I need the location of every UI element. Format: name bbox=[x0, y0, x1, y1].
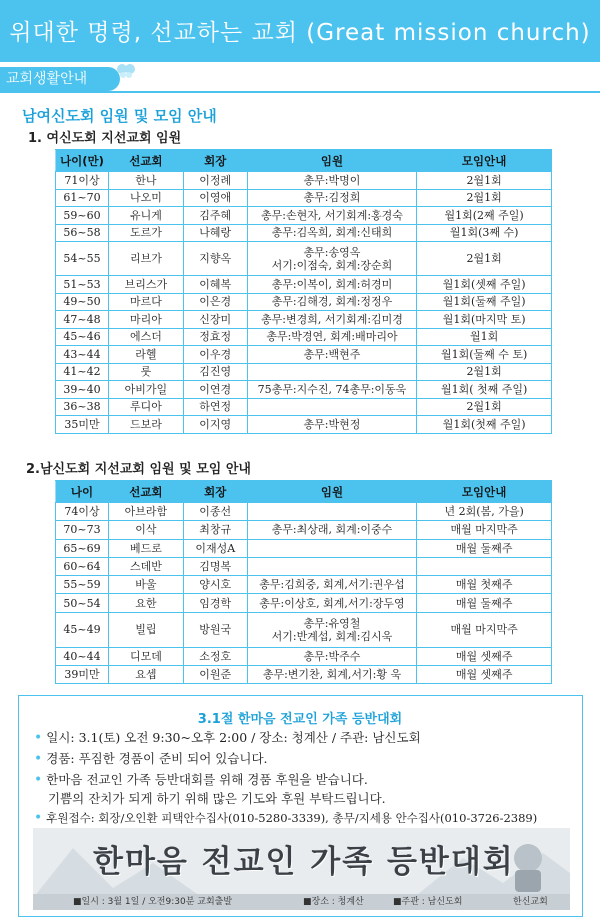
cell-officers: 총무:박주수 bbox=[247, 647, 417, 665]
female-committee-table bbox=[55, 149, 552, 434]
cell-mission: 스데반 bbox=[108, 557, 183, 575]
col-meeting: 모임안내 bbox=[417, 150, 552, 172]
table-row bbox=[56, 293, 552, 311]
cell-president: 이혜복 bbox=[183, 276, 247, 294]
cell-officers: 총무:박명이 bbox=[247, 172, 417, 190]
cell-meeting: 월1회(둘째 주일) bbox=[417, 293, 552, 311]
cell-officers: 총무:이상호, 회계,서기:장두영 bbox=[247, 594, 417, 612]
cell-officers: 총무:백현주 bbox=[247, 346, 417, 364]
table-row bbox=[56, 521, 552, 539]
cell-president: 이우경 bbox=[183, 346, 247, 364]
cell-mission: 요한 bbox=[108, 594, 183, 612]
cell-mission: 룻 bbox=[108, 363, 183, 381]
cell-mission: 베드로 bbox=[108, 539, 183, 557]
event-title: 3.1절 한마음 전교인 가족 등반대회 bbox=[197, 712, 403, 727]
table-row bbox=[56, 398, 552, 416]
cell-meeting: 매월 둘째주 bbox=[417, 539, 552, 557]
cell-officers: 총무:변경희, 서기회계:김미경 bbox=[247, 311, 417, 329]
table-row bbox=[56, 539, 552, 557]
table-row bbox=[56, 172, 552, 190]
poster-place: ■장소 : 청계산 bbox=[303, 897, 364, 907]
cell-president: 김명복 bbox=[183, 557, 247, 575]
male-table-title: 2.남신도회 지선교회 임원 및 모임 안내 bbox=[26, 462, 251, 477]
table-row bbox=[56, 276, 552, 294]
cell-officers bbox=[247, 503, 417, 521]
table-row bbox=[56, 328, 552, 346]
cell-officers bbox=[247, 557, 417, 575]
cell-age: 54~55 bbox=[56, 242, 109, 276]
cell-meeting: 매월 셋째주 bbox=[417, 647, 552, 665]
cell-mission: 마르다 bbox=[108, 293, 183, 311]
cell-president: 양시호 bbox=[183, 576, 247, 594]
cell-mission: 아브라함 bbox=[108, 503, 183, 521]
cell-age: 65~69 bbox=[56, 539, 109, 557]
cell-age: 45~46 bbox=[56, 328, 109, 346]
cell-mission: 바울 bbox=[108, 576, 183, 594]
table-row bbox=[56, 381, 552, 399]
cell-officers: 총무:김해경, 회계:정정우 bbox=[247, 293, 417, 311]
cell-president: 김진영 bbox=[183, 363, 247, 381]
table-row bbox=[56, 242, 552, 276]
poster-info-bar bbox=[33, 894, 570, 910]
cell-meeting: 월1회(마지막 토) bbox=[417, 311, 552, 329]
cell-meeting: 월1회(둘째 수 토) bbox=[417, 346, 552, 364]
cell-president: 임경학 bbox=[183, 594, 247, 612]
cell-age: 71이상 bbox=[56, 172, 109, 190]
table-row bbox=[56, 612, 552, 647]
table-row bbox=[56, 311, 552, 329]
col-age: 나이(만) bbox=[56, 150, 109, 172]
poster-church: 한신교회 bbox=[513, 897, 548, 907]
cell-mission: 나오미 bbox=[108, 189, 183, 207]
event-poster bbox=[33, 828, 570, 910]
cell-age: 47~48 bbox=[56, 311, 109, 329]
cell-mission: 루디아 bbox=[108, 398, 183, 416]
cell-officers bbox=[247, 398, 417, 416]
cell-age: 39미만 bbox=[56, 666, 109, 684]
cell-officers: 75총무:지수진, 74총무:이동욱 bbox=[247, 381, 417, 399]
cell-mission: 유니게 bbox=[108, 207, 183, 225]
cell-president: 신장미 bbox=[183, 311, 247, 329]
cell-meeting: 월1회(첫째 주일) bbox=[417, 416, 552, 434]
cell-president: 하연정 bbox=[183, 398, 247, 416]
col-officers: 임원 bbox=[247, 150, 417, 172]
cell-age: 41~42 bbox=[56, 363, 109, 381]
cell-meeting: 월1회(셋째 주일) bbox=[417, 276, 552, 294]
col-mission: 선교회 bbox=[108, 150, 183, 172]
col-meeting: 모임안내 bbox=[417, 481, 552, 503]
cell-officers bbox=[247, 363, 417, 381]
cell-mission: 아비가일 bbox=[108, 381, 183, 399]
cell-age: 50~54 bbox=[56, 594, 109, 612]
cell-president: 소정호 bbox=[183, 647, 247, 665]
col-age: 나이 bbox=[56, 481, 109, 503]
col-president: 회장 bbox=[183, 150, 247, 172]
event-line: • 후원접수: 회장/오인환 피택안수집사(010-5280-3339), 총무/지세용 안수집사(010-3726-2389) bbox=[34, 810, 538, 826]
table-row bbox=[56, 557, 552, 575]
cell-age: 36~38 bbox=[56, 398, 109, 416]
cell-mission: 리브가 bbox=[108, 242, 183, 276]
cell-president: 지향옥 bbox=[183, 242, 247, 276]
section-label: 교회생활안내 bbox=[0, 67, 120, 91]
cell-president: 이원준 bbox=[183, 666, 247, 684]
cell-age: 49~50 bbox=[56, 293, 109, 311]
cell-mission: 브리스가 bbox=[108, 276, 183, 294]
table-row bbox=[56, 207, 552, 225]
cell-meeting: 월1회(2째 주일) bbox=[417, 207, 552, 225]
cell-mission: 도르가 bbox=[108, 224, 183, 242]
cell-president: 이연경 bbox=[183, 381, 247, 399]
cell-president: 이재성A bbox=[183, 539, 247, 557]
cell-meeting: 2월1회 bbox=[417, 189, 552, 207]
cell-officers: 총무:박현정 bbox=[247, 416, 417, 434]
event-line: • 한마음 전교인 가족 등반대회를 위해 경품 후원을 받습니다. bbox=[34, 772, 368, 788]
event-line: • 경품: 푸짐한 경품이 준비 되어 있습니다. bbox=[34, 751, 268, 767]
cell-officers: 총무:최상래, 회계:이중수 bbox=[247, 521, 417, 539]
cell-officers: 총무:송영옥 서기:이점숙, 회계:장순희 bbox=[247, 242, 417, 276]
cell-age: 56~58 bbox=[56, 224, 109, 242]
cell-age: 61~70 bbox=[56, 189, 109, 207]
table-row bbox=[56, 363, 552, 381]
poster-title: 한마음 전교인 가족 등반대회 bbox=[93, 844, 515, 880]
col-mission: 선교회 bbox=[108, 481, 183, 503]
col-officers: 임원 bbox=[247, 481, 417, 503]
cell-president: 이은경 bbox=[183, 293, 247, 311]
col-president: 회장 bbox=[183, 481, 247, 503]
cell-meeting: 2월1회 bbox=[417, 242, 552, 276]
cell-meeting: 매월 첫째주 bbox=[417, 576, 552, 594]
male-committee-table bbox=[55, 480, 552, 684]
cell-meeting: 2월1회 bbox=[417, 398, 552, 416]
cell-officers: 총무:박경연, 회계:배마리아 bbox=[247, 328, 417, 346]
cell-mission: 이삭 bbox=[108, 521, 183, 539]
cell-mission: 한나 bbox=[108, 172, 183, 190]
table-row bbox=[56, 416, 552, 434]
cell-age: 51~53 bbox=[56, 276, 109, 294]
table-row bbox=[56, 647, 552, 665]
cell-meeting: 매월 둘째주 bbox=[417, 594, 552, 612]
page-heading: 남여신도회 임원 및 모임 안내 bbox=[22, 107, 217, 125]
cell-meeting: 2월1회 bbox=[417, 363, 552, 381]
cell-president: 이정례 bbox=[183, 172, 247, 190]
table-row bbox=[56, 224, 552, 242]
cell-officers: 총무:김정희 bbox=[247, 189, 417, 207]
cell-officers: 총무:유영철 서기:반계섭, 회계:김시욱 bbox=[247, 612, 417, 647]
table-row bbox=[56, 594, 552, 612]
cell-meeting: 매월 마지막주 bbox=[417, 612, 552, 647]
cell-age: 74이상 bbox=[56, 503, 109, 521]
poster-date: ■일시 : 3월 1일 / 오전9:30분 교회출발 bbox=[73, 897, 233, 907]
event-line: 기쁨의 잔치가 되게 하기 위해 많은 기도와 후원 부탁드립니다. bbox=[48, 791, 386, 806]
female-table-title: 1. 여신도회 지선교회 임원 bbox=[28, 131, 182, 146]
cell-president: 이영애 bbox=[183, 189, 247, 207]
table-row bbox=[56, 346, 552, 364]
cell-mission: 요셉 bbox=[108, 666, 183, 684]
section-divider bbox=[0, 91, 600, 93]
cell-mission: 디모데 bbox=[108, 647, 183, 665]
table-row bbox=[56, 503, 552, 521]
cell-meeting: 매월 셋째주 bbox=[417, 666, 552, 684]
cell-age: 45~49 bbox=[56, 612, 109, 647]
banner-title: 위대한 명령, 선교하는 교회 (Great mission church) bbox=[9, 20, 591, 46]
cell-mission: 라헬 bbox=[108, 346, 183, 364]
cell-age: 59~60 bbox=[56, 207, 109, 225]
cell-age: 60~64 bbox=[56, 557, 109, 575]
cell-officers bbox=[247, 539, 417, 557]
cell-officers: 총무:손현자, 서기회계:홍경숙 bbox=[247, 207, 417, 225]
table-row bbox=[56, 189, 552, 207]
cell-meeting: 월1회( 첫째 주일) bbox=[417, 381, 552, 399]
table-row bbox=[56, 666, 552, 684]
poster-host: ■주관 : 남신도회 bbox=[393, 897, 463, 907]
cell-president: 나혜랑 bbox=[183, 224, 247, 242]
cell-president: 김주혜 bbox=[183, 207, 247, 225]
event-line: • 일시: 3.1(토) 오전 9:30~오후 2:00 / 장소: 청계산 / 주관: 남신도회 bbox=[34, 730, 421, 746]
cell-mission: 빌립 bbox=[108, 612, 183, 647]
cell-age: 35미만 bbox=[56, 416, 109, 434]
cell-meeting: 매월 마지막주 bbox=[417, 521, 552, 539]
table-row bbox=[56, 576, 552, 594]
cell-meeting: 월1회 bbox=[417, 328, 552, 346]
cell-meeting: 년 2회(봄, 가을) bbox=[417, 503, 552, 521]
cell-president: 이지영 bbox=[183, 416, 247, 434]
cell-meeting: 2월1회 bbox=[417, 172, 552, 190]
cell-mission: 마리아 bbox=[108, 311, 183, 329]
cell-mission: 에스더 bbox=[108, 328, 183, 346]
cell-meeting bbox=[417, 557, 552, 575]
cell-president: 방원국 bbox=[183, 612, 247, 647]
cell-president: 이종선 bbox=[183, 503, 247, 521]
butterfly-icon bbox=[116, 63, 136, 79]
cell-meeting: 월1회(3째 수) bbox=[417, 224, 552, 242]
cell-age: 70~73 bbox=[56, 521, 109, 539]
cell-age: 55~59 bbox=[56, 576, 109, 594]
cell-age: 39~40 bbox=[56, 381, 109, 399]
cell-age: 43~44 bbox=[56, 346, 109, 364]
cell-mission: 드보라 bbox=[108, 416, 183, 434]
cell-officers: 총무:변기찬, 회계,서기:황 욱 bbox=[247, 666, 417, 684]
cell-officers: 총무:김옥희, 회계:신태희 bbox=[247, 224, 417, 242]
cell-officers: 총무:김희중, 회계,서기:권우섭 bbox=[247, 576, 417, 594]
cell-president: 최창규 bbox=[183, 521, 247, 539]
cell-age: 40~44 bbox=[56, 647, 109, 665]
cell-president: 정효정 bbox=[183, 328, 247, 346]
cell-officers: 총무:이복이, 회계:허경미 bbox=[247, 276, 417, 294]
